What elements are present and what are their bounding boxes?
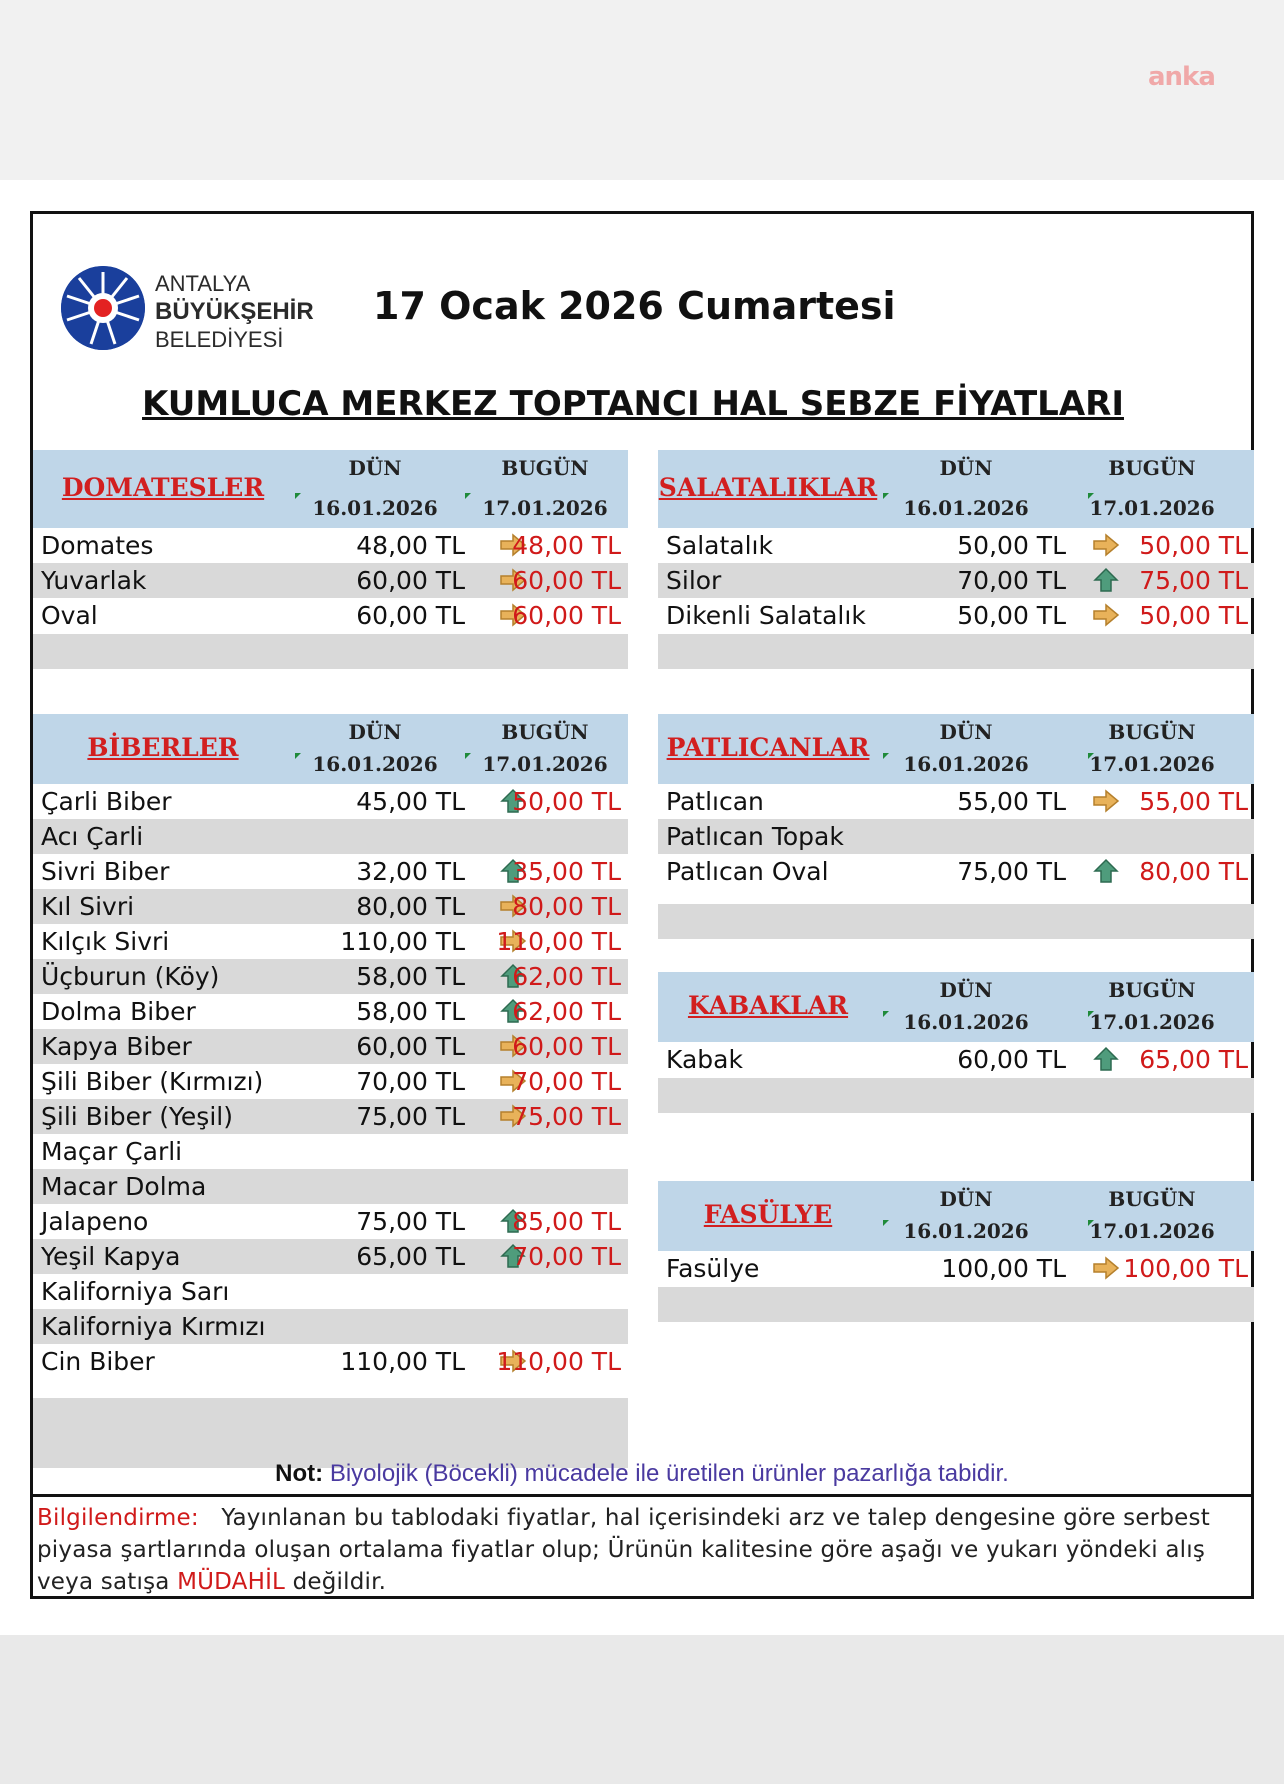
price-yesterday: 50,00 TL [957,601,1066,630]
col-today-date: 17.01.2026 [1089,496,1215,520]
price-row [33,1099,628,1134]
price-today: 60,00 TL [512,1032,621,1061]
price-row [33,1274,628,1309]
price-yesterday: 100,00 TL [941,1254,1066,1283]
price-yesterday: 48,00 TL [356,531,465,560]
product-name: Macar Dolma [41,1172,207,1201]
section-salataliklar [658,450,1254,670]
product-name: Şili Biber (Kırmızı) [41,1067,264,1096]
empty-row [658,1287,1254,1322]
col-today-date: 17.01.2026 [482,496,608,520]
section-kabaklar [658,972,1254,1127]
col-today-label: BUGÜN [501,456,589,480]
price-row [33,1169,628,1204]
section-title: FASÜLYE [703,1200,833,1229]
section-header [658,972,1254,1042]
price-today: 70,00 TL [512,1242,621,1271]
price-row [33,994,628,1029]
price-yesterday: 75,00 TL [957,857,1066,886]
info-text [37,1502,1247,1598]
price-today: 75,00 TL [512,1102,621,1131]
info-highlight: MÜDAHİL [177,1569,286,1595]
price-today: 80,00 TL [1139,857,1248,886]
section-header [33,714,628,784]
col-yesterday-label: DÜN [939,456,993,480]
price-row [33,1134,628,1169]
price-row [33,1239,628,1274]
price-today: 50,00 TL [1139,601,1248,630]
logo-line-1: ANTALYA [155,271,251,296]
price-yesterday: 75,00 TL [356,1102,465,1131]
col-today-date: 17.01.2026 [1089,752,1215,776]
product-name: Kabak [666,1045,743,1074]
product-name: Patlıcan Topak [666,822,844,851]
filter-tick-icon [295,753,301,759]
col-today-label: BUGÜN [501,720,589,744]
product-name: Kaliforniya Kırmızı [41,1312,266,1341]
price-row [33,528,628,563]
product-name: Jalapeno [41,1207,149,1236]
price-row [658,784,1254,819]
price-today: 110,00 TL [496,927,621,956]
filter-tick-icon [1088,493,1094,499]
product-name: Patlıcan Oval [666,857,829,886]
price-row [658,819,1254,854]
note-label: Not: [275,1460,324,1487]
filter-tick-icon [883,493,889,499]
col-yesterday-date: 16.01.2026 [312,496,438,520]
empty-row [33,1398,628,1468]
bottom-band [0,1635,1284,1784]
price-yesterday: 70,00 TL [957,566,1066,595]
section-domatesler [33,450,628,670]
price-yesterday: 60,00 TL [356,601,465,630]
price-row [33,924,628,959]
price-table-frame [30,211,1254,1599]
product-name: Çarli Biber [41,787,172,816]
price-row [658,1251,1254,1286]
price-today: 35,00 TL [512,857,621,886]
product-name: Kaliforniya Sarı [41,1277,230,1306]
price-row [33,598,628,633]
section-patlicanlar [658,714,1254,944]
price-row [658,1042,1254,1077]
logo-line-3: BELEDİYESİ [155,327,284,352]
filter-tick-icon [295,493,301,499]
filter-tick-icon [883,1220,889,1226]
price-today: 62,00 TL [512,962,621,991]
product-name: Yeşil Kapya [41,1242,181,1271]
product-name: Üçburun (Köy) [41,962,220,991]
filter-tick-icon [883,1011,889,1017]
price-yesterday: 65,00 TL [356,1242,465,1271]
col-yesterday-date: 16.01.2026 [903,752,1029,776]
logo [61,266,321,356]
price-row [658,598,1254,633]
price-row [658,563,1254,598]
price-row [33,819,628,854]
note-text: Biyolojik (Böcekli) mücadele ile üretilen ürünler pazarlığa tabidir. [329,1460,1009,1487]
price-row [658,854,1254,889]
section-biberler [33,714,628,1456]
price-row [33,1064,628,1099]
product-name: Acı Çarli [41,822,144,851]
price-yesterday: 60,00 TL [356,566,465,595]
col-today-date: 17.01.2026 [1089,1219,1215,1243]
price-today: 65,00 TL [1139,1045,1248,1074]
col-yesterday-date: 16.01.2026 [903,1219,1029,1243]
filter-tick-icon [465,753,471,759]
empty-row [658,1078,1254,1113]
price-row [658,528,1254,563]
product-name: Maçar Çarli [41,1137,183,1166]
col-today-date: 17.01.2026 [482,752,608,776]
price-row [33,854,628,889]
col-yesterday-label: DÜN [939,720,993,744]
section-header [33,450,628,528]
price-today: 85,00 TL [512,1207,621,1236]
col-yesterday-date: 16.01.2026 [903,1010,1029,1034]
price-today: 50,00 TL [1139,531,1248,560]
product-name: Şili Biber (Yeşil) [41,1102,233,1131]
main-title: KUMLUCA MERKEZ TOPTANCI HAL SEBZE FİYATLARI [142,384,1124,424]
section-fasulye [658,1181,1254,1336]
price-yesterday: 58,00 TL [356,997,465,1026]
price-today: 62,00 TL [512,997,621,1026]
price-yesterday: 110,00 TL [340,1347,465,1376]
col-today-label: BUGÜN [1108,1187,1196,1211]
price-yesterday: 32,00 TL [356,857,465,886]
filter-tick-icon [465,493,471,499]
price-yesterday: 75,00 TL [356,1207,465,1236]
section-title: KABAKLAR [687,991,849,1020]
col-yesterday-label: DÜN [348,720,402,744]
col-yesterday-date: 16.01.2026 [312,752,438,776]
date-title: 17 Ocak 2026 Cumartesi [373,284,896,328]
filter-tick-icon [1088,753,1094,759]
price-today: 50,00 TL [512,787,621,816]
product-name: Dolma Biber [41,997,196,1026]
section-header [658,714,1254,784]
municipality-logo-icon [61,266,145,350]
price-yesterday: 58,00 TL [356,962,465,991]
info-body: Yayınlanan bu tablodaki fiyatlar, hal içerisindeki arz ve talep dengesine göre serbest piyasa şartlarında oluşan ortalama fiyatlar olup; Ürünün kalitesine göre aşağı ve yukarı yöndeki alış veya satışa [37,1505,1210,1595]
price-row [33,1309,628,1344]
product-name: Sivri Biber [41,857,170,886]
price-row [33,1029,628,1064]
col-today-label: BUGÜN [1108,456,1196,480]
divider [33,1494,1251,1497]
price-today: 48,00 TL [512,531,621,560]
section-title: DOMATESLER [61,473,265,502]
col-yesterday-label: DÜN [939,978,993,1002]
top-band [0,0,1284,180]
price-yesterday: 55,00 TL [957,787,1066,816]
product-name: Kılçık Sivri [41,927,170,956]
price-yesterday: 80,00 TL [356,892,465,921]
product-name: Oval [41,601,98,630]
product-name: Kapya Biber [41,1032,192,1061]
logo-text [155,270,314,354]
empty-row [658,634,1254,669]
col-yesterday-label: DÜN [939,1187,993,1211]
price-row [33,1204,628,1239]
price-today: 55,00 TL [1139,787,1248,816]
logo-line-2: BÜYÜKŞEHİR [155,298,314,325]
product-name: Fasülye [666,1254,760,1283]
price-yesterday: 70,00 TL [356,1067,465,1096]
section-header [658,1181,1254,1251]
product-name: Salatalık [666,531,773,560]
price-row [33,959,628,994]
price-today: 80,00 TL [512,892,621,921]
filter-tick-icon [1088,1220,1094,1226]
product-name: Yuvarlak [41,566,147,595]
price-yesterday: 45,00 TL [356,787,465,816]
price-today: 100,00 TL [1123,1254,1248,1283]
col-yesterday-label: DÜN [348,456,402,480]
price-today: 60,00 TL [512,601,621,630]
section-title: PATLICANLAR [666,733,870,762]
empty-row [658,904,1254,939]
price-row [33,889,628,924]
price-today: 70,00 TL [512,1067,621,1096]
price-row [33,784,628,819]
col-yesterday-date: 16.01.2026 [903,496,1029,520]
filter-tick-icon [883,753,889,759]
price-row [33,563,628,598]
product-name: Domates [41,531,154,560]
price-yesterday: 50,00 TL [957,531,1066,560]
info-tail: değildir. [292,1569,387,1595]
price-today: 60,00 TL [512,566,621,595]
price-yesterday: 110,00 TL [340,927,465,956]
price-yesterday: 60,00 TL [356,1032,465,1061]
product-name: Dikenli Salatalık [666,601,866,630]
product-name: Cin Biber [41,1347,155,1376]
price-today: 110,00 TL [496,1347,621,1376]
col-today-date: 17.01.2026 [1089,1010,1215,1034]
note [33,1460,1251,1488]
price-row [33,1344,628,1379]
section-title: SALATALIKLAR [658,473,878,502]
section-title: BİBERLER [87,733,239,762]
product-name: Kıl Sivri [41,892,135,921]
empty-row [33,634,628,669]
section-header [658,450,1254,528]
product-name: Patlıcan [666,787,764,816]
filter-tick-icon [1088,1011,1094,1017]
price-yesterday: 60,00 TL [957,1045,1066,1074]
product-name: Silor [666,566,722,595]
col-today-label: BUGÜN [1108,720,1196,744]
watermark: anka [1148,62,1215,92]
price-today: 75,00 TL [1139,566,1248,595]
info-label: Bilgilendirme: [37,1505,199,1531]
col-today-label: BUGÜN [1108,978,1196,1002]
